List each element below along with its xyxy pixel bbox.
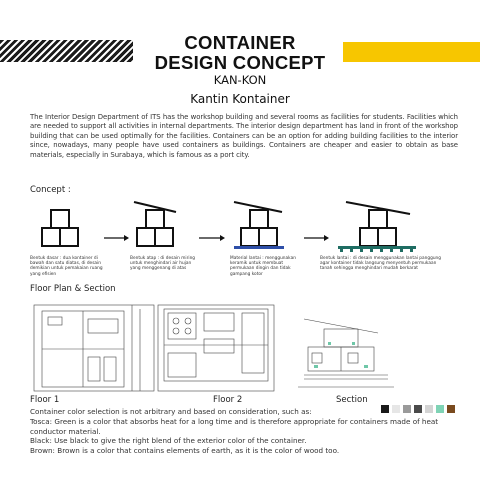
concept-caption-1: Bentuk dasar : dua kontainer di bawah dan satu diatas, di desain demikian untuk pemakaian ruang yang efisien (30, 256, 103, 277)
title-line-1: CONTAINER (184, 32, 296, 53)
color-brown: Brown: Brown is a color that contains elements of earth, as it is the color of wood too. (30, 446, 340, 456)
concept-caption-2: Bentuk atap : di desain miring untuk menghindari air hujan yang menggenang di atas (130, 256, 196, 272)
concept-caption-4: Bentuk lantai : di desain menggunakan lantai panggung agar kontainer tidak langsung menyentuh permukaan tanah sehingga menghindari mudah berkarat (320, 256, 441, 272)
subtitle-kantin: Kantin Kontainer (190, 92, 290, 106)
stilt-floor (338, 246, 416, 249)
color-tosca: Tosca: Green is a color that absorbs heat for a long time and is therefore appropriate for containers made of heat conductor material. (30, 416, 439, 436)
section-drawing (298, 319, 394, 387)
subtitle-kankon: KAN-KON (213, 73, 267, 87)
floor-1-plan (34, 305, 154, 391)
concept-step-2 (134, 202, 176, 246)
floor-2-plan (158, 305, 274, 391)
title-line-2: DESIGN CONCEPT (154, 52, 326, 73)
decorative-stripe (0, 40, 133, 62)
concept-step-4 (346, 202, 410, 246)
page-title (140, 33, 340, 73)
arrow-1-head (124, 235, 129, 241)
color-intro: Container color selection is not arbitrary and based on consideration, such as: (30, 407, 312, 416)
arrow-2-head (220, 235, 225, 241)
color-description (30, 407, 458, 456)
floor-plans-drawing (28, 299, 452, 399)
yellow-accent-bar (343, 42, 480, 62)
concept-step-1 (42, 210, 78, 246)
concept-caption-3: Material lantai : menggunakan keramik untuk membuat permukaan dingin dan tidak gampang kotor (230, 256, 296, 277)
floor-plan-label: Floor Plan & Section (30, 284, 116, 294)
concept-label: Concept : (30, 185, 71, 195)
color-black: Black: Use black to give the right blend of the exterior color of the container. (30, 436, 307, 446)
arrow-3-head (324, 235, 329, 241)
concept-step-3 (234, 202, 282, 246)
stilt-posts (340, 249, 413, 252)
floor-1-label: Floor 1 (30, 395, 60, 405)
section-label: Section (336, 395, 368, 405)
intro-paragraph: The Interior Design Department of ITS has the workshop building and several rooms as facilities for students. Facilities which are needed to support all activities in internal departments. The interior design department has land in front of the workshop building that can be used optimally for the facilities. Containers can be an option for adding building facilities to the interior since, nowadays, many people have used containers as buildings. Containers are cheaper and easier to obtain as base materials, especially in Surabaya, which is famous as a port city. (30, 113, 458, 159)
floor-2-label: Floor 2 (213, 395, 243, 405)
tile-floor-blue (234, 246, 284, 249)
